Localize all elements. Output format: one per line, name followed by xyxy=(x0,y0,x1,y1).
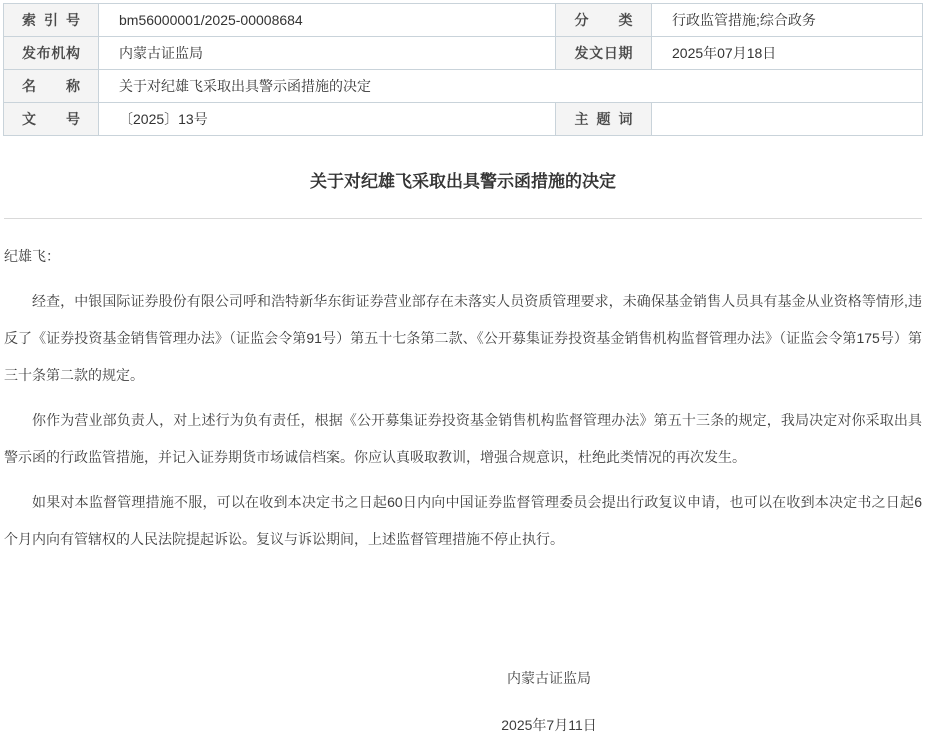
metadata-table xyxy=(3,3,923,136)
category-label xyxy=(556,4,652,37)
table-row xyxy=(4,37,923,70)
issue-date-label-text: 发文日期 xyxy=(574,45,633,61)
paragraph-decision: 你作为营业部负责人，对上述行为负有责任，根据《公开募集证券投资基金销售机构监督管理办法》第五十三条的规定，我局决定对你采取出具警示函的行政监管措施，并记入证券期货市场诚信档案。你应认真吸取教训，增强合规意识，杜绝此类情况的再次发生。 xyxy=(4,412,922,465)
issue-date-value: 2025年07月18日 xyxy=(652,37,923,70)
subject-words-label-text: 主题词 xyxy=(574,111,633,127)
table-row xyxy=(4,4,923,37)
page-title: 关于对纪雄飞采取出具警示函措施的决定 xyxy=(310,172,616,191)
publisher-label-text: 发布机构 xyxy=(22,45,80,61)
table-row xyxy=(4,70,923,103)
doc-number-label-text: 文号 xyxy=(22,111,80,127)
publisher-label xyxy=(4,37,99,70)
index-number-label xyxy=(4,4,99,37)
salutation: 纪雄飞： xyxy=(4,248,60,264)
table-row xyxy=(4,103,923,136)
doc-number-label xyxy=(4,103,99,136)
doc-number-value: 〔2025〕13号 xyxy=(99,103,556,136)
subject-words-label xyxy=(556,103,652,136)
issue-date-label xyxy=(556,37,652,70)
signature-date: 2025年7月11日 xyxy=(501,717,597,733)
name-label xyxy=(4,70,99,103)
document-body xyxy=(0,238,926,558)
publisher-value: 内蒙古证监局 xyxy=(99,37,556,70)
title-divider xyxy=(4,218,922,219)
category-value: 行政监管措施;综合政务 xyxy=(652,4,923,37)
name-value: 关于对纪雄飞采取出具警示函措施的决定 xyxy=(99,70,923,103)
index-number-label-text: 索引号 xyxy=(22,12,80,28)
metadata-table-wrapper xyxy=(0,0,926,136)
signature-authority: 内蒙古证监局 xyxy=(507,670,591,686)
category-label-text: 分类 xyxy=(574,12,633,28)
subject-words-value xyxy=(652,103,923,136)
paragraph-appeal-rights: 如果对本监督管理措施不服，可以在收到本决定书之日起60日内向中国证券监督管理委员会提出行政复议申请，也可以在收到本决定书之日起6个月内向有管辖权的人民法院提起诉讼。复议与诉讼期间，上述监督管理措施不停止执行。 xyxy=(4,494,922,547)
paragraph-findings: 经查，中银国际证券股份有限公司呼和浩特新华东街证券营业部存在未落实人员资质管理要求，未确保基金销售人员具有基金从业资格等情形,违反了《证券投资基金销售管理办法》（证监会令第91号）第五十七条第二款、《公开募集证券投资基金销售机构监督管理办法》（证监会令第175号）第三十条第二款的规定。 xyxy=(4,293,922,383)
index-number-value: bm56000001/2025-00008684 xyxy=(99,4,556,37)
name-label-text: 名称 xyxy=(22,78,80,94)
